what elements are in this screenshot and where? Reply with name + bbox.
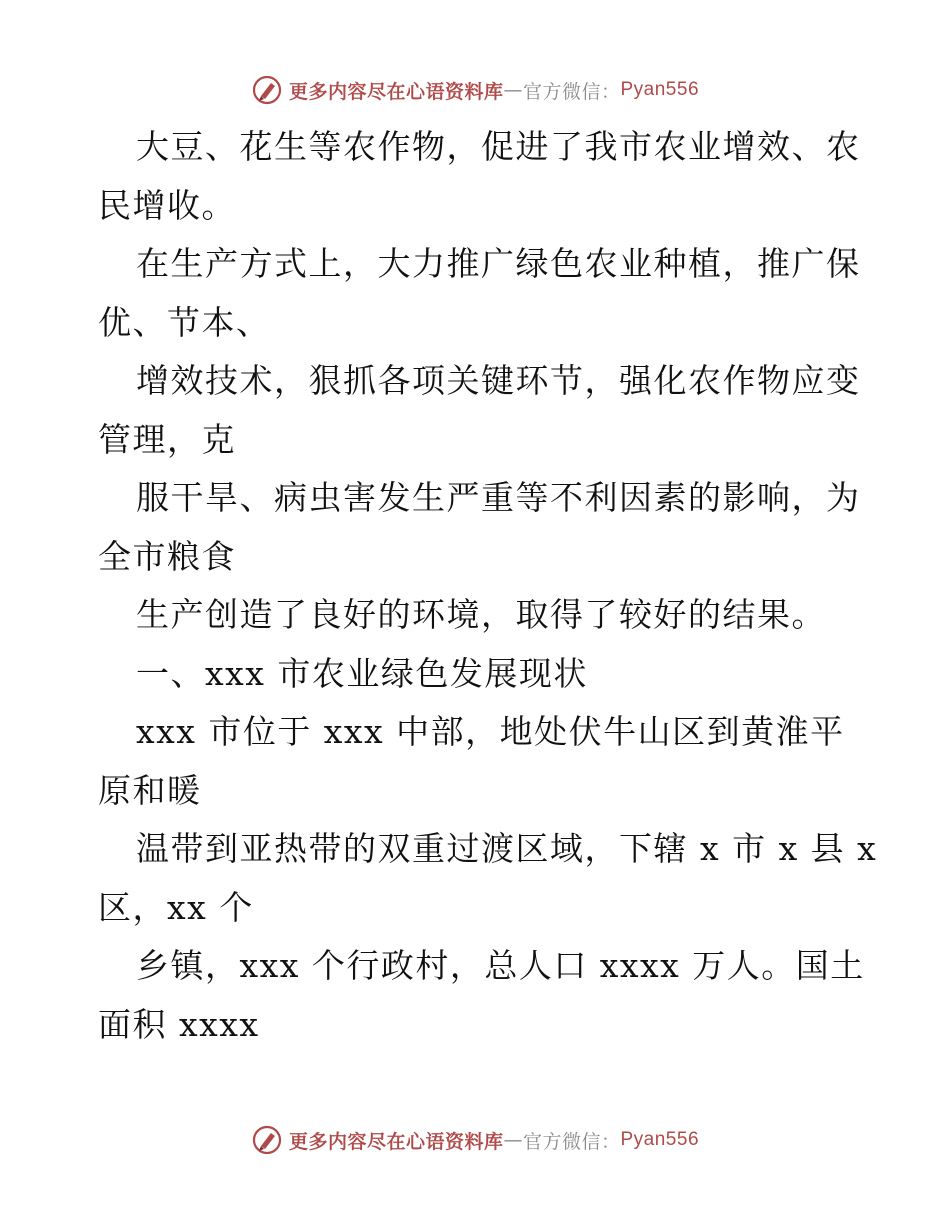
pen-nib-logo-icon xyxy=(251,74,283,106)
text-line: 全市粮食 xyxy=(98,536,236,576)
watermark-brand: 更多内容尽在心语资料库 xyxy=(288,1130,504,1153)
text-line: xxx 市位于 xxx 中部，地处伏牛山区到黄淮平 xyxy=(136,712,845,751)
text-line: 民增收。 xyxy=(98,185,236,225)
watermark-wechat-handle: Pyan556 xyxy=(620,1129,700,1150)
text-line: 一、xxx 市农业绿色发展现状 xyxy=(136,653,588,693)
text-line: 温带到亚热带的双重过渡区域，下辖 x 市 x 县 x xyxy=(136,829,878,868)
text-line: 增效技术，狠抓各项关键环节，强化农作物应变 xyxy=(136,361,861,400)
watermark-separator: — xyxy=(503,1129,523,1151)
text-line: 服干旱、病虫害发生严重等不利因素的影响，为 xyxy=(136,478,861,517)
watermark-wechat-label: 官方微信： xyxy=(522,1130,621,1153)
text-line: 在生产方式上，大力推广绿色农业种植，推广保 xyxy=(136,244,861,283)
footer-watermark xyxy=(0,1120,950,1160)
watermark-wechat-label: 官方微信： xyxy=(522,80,621,103)
text-line: 乡镇，xxx 个行政村，总人口 xxxx 万人。国土 xyxy=(136,946,865,985)
watermark-separator: — xyxy=(503,79,523,101)
header-watermark xyxy=(0,70,950,110)
text-line: 原和暖 xyxy=(98,770,202,810)
watermark-wechat-handle: Pyan556 xyxy=(620,79,700,100)
text-line: 大豆、花生等农作物，促进了我市农业增效、农 xyxy=(136,127,861,166)
text-line: 生产创造了良好的环境，取得了较好的结果。 xyxy=(136,595,826,634)
text-line: 区，xx 个 xyxy=(98,887,254,927)
pen-nib-logo-icon xyxy=(251,1124,283,1156)
text-line: 面积 xxxx xyxy=(98,1004,260,1044)
watermark-brand: 更多内容尽在心语资料库 xyxy=(288,80,504,103)
text-line: 管理，克 xyxy=(98,419,236,459)
text-line: 优、节本、 xyxy=(98,302,271,342)
document-body xyxy=(98,118,878,1054)
